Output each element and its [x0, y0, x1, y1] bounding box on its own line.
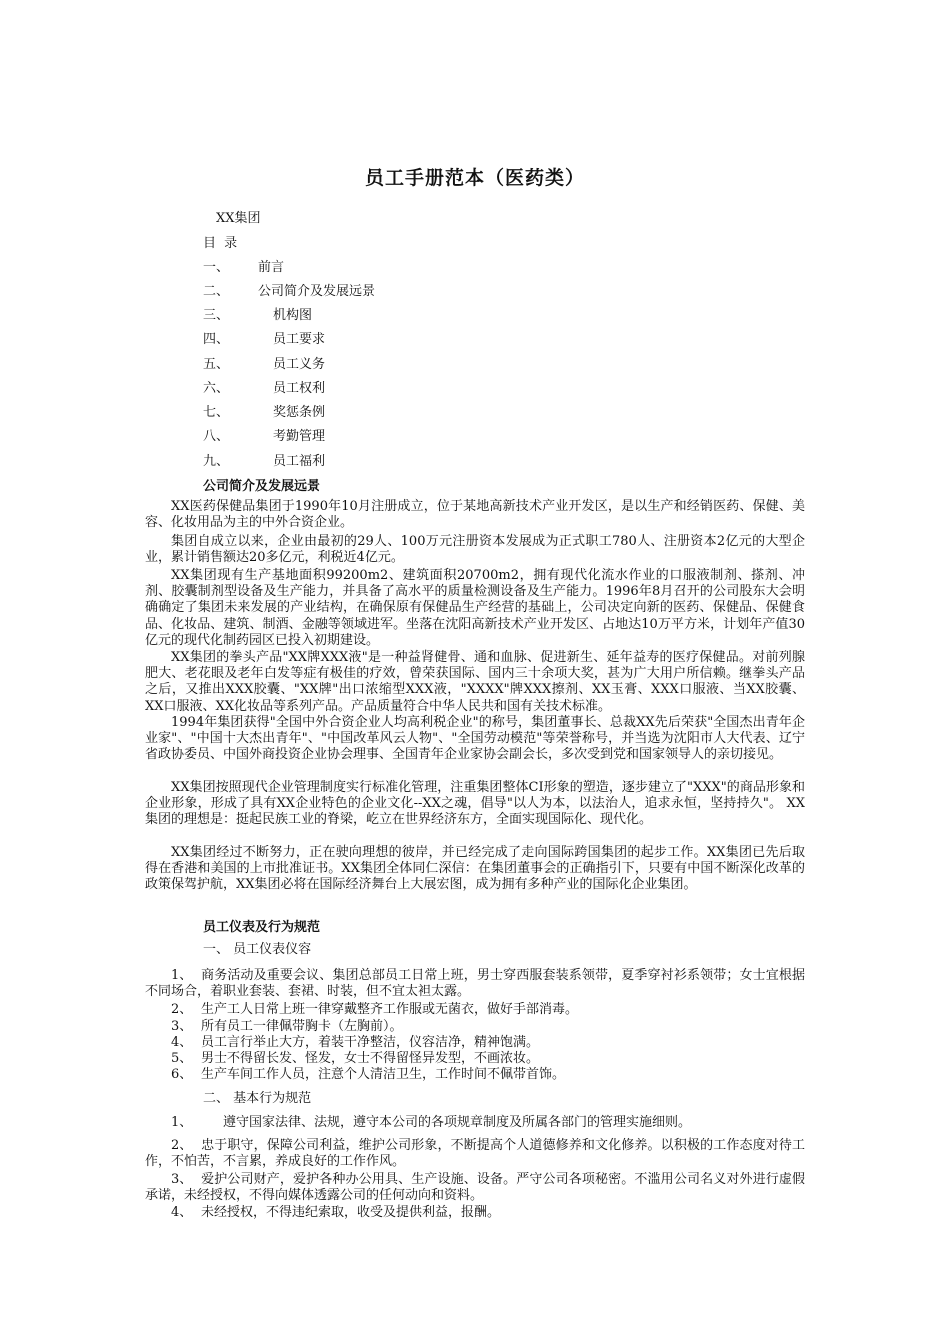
paragraph: XX医药保健品集团于1990年10月注册成立，位于某地高新技术产业开发区，是以生产和经销医药、保健、美容、化妆用品为主的中外合资企业。 — [145, 499, 805, 531]
list-item: 1、 商务活动及重要会议、集团总部员工日常上班，男士穿西服套装系领带，夏季穿衬衫系领带；女士宜根据不同场合，着职业套装、套裙、时装，但不宜太袒太露。 — [145, 968, 805, 1000]
paragraph: XX集团按照现代企业管理制度实行标准化管理，注重集团整体CI形象的塑造，逐步建立了"XXX"的商品形象和企业形象，形成了具有XX企业特色的企业文化--XX之魂，倡导"以人为本，以法治人，追求永恒，坚持持久"。 XX集团的理想是：挺起民族工业的脊梁，屹立在世界经济东方，全面实现国际化、现代化。 — [145, 780, 805, 828]
list-item: 3、 所有员工一律佩带胸卡（左胸前）。 — [171, 1019, 403, 1034]
section-heading: 公司简介及发展远景 — [203, 479, 321, 494]
subsection-heading: 一、 员工仪表仪容 — [203, 942, 312, 957]
document-title: 员工手册范本（医药类） — [364, 167, 585, 189]
paragraph: XX集团的拳头产品"XX牌XXX液"是一种益肾健骨、通和血脉、促进新生、延年益寿的医疗保健品。对前列腺肥大、老花眼及老年白发等症有极佳的疗效，曾荣获国际、国内三十余项大奖，甚为广大用户所信赖。继拳头产品之后，又推出XXX胶囊、"XX牌"出口浓缩型XXX液，"XXXX"牌XXX擦剂、XX玉膏、XXX口服液、当XX胶囊、XX口服液、XX化妆品等系列产品。产品质量符合中华人民共和国有关技术标准。 — [145, 650, 805, 714]
list-item: 2、 生产工人日常上班一律穿戴整齐工作服或无菌衣，做好手部消毒。 — [171, 1002, 579, 1017]
list-item: 1、 遵守国家法律、法规，遵守本公司的各项规章制度及所属各部门的管理实施细则。 — [171, 1115, 692, 1130]
toc-item: 七、 奖惩条例 — [203, 405, 326, 420]
subsection-heading: 二、 基本行为规范 — [203, 1091, 312, 1106]
toc-item: 二、 公司简介及发展远景 — [203, 284, 376, 299]
toc-item: 四、 员工要求 — [203, 332, 326, 347]
toc-item: 九、 员工福利 — [203, 454, 326, 469]
paragraph: 集团自成立以来，企业由最初的29人、100万元注册资本发展成为正式职工780人、注册资本2亿元的大型企业，累计销售额达20多亿元，利税近4亿元。 — [145, 534, 805, 566]
list-item: 4、 未经授权，不得违纪索取，收受及提供利益，报酬。 — [171, 1205, 501, 1220]
toc-item: 三、 机构图 — [203, 308, 313, 323]
paragraph: XX集团现有生产基地面积99200m2、建筑面积20700m2，拥有现代化流水作业的口服液制剂、搽剂、冲剂、胶囊制剂型设备及生产能力，并具备了高水平的质量检测设备及生产能力。1996年8月召开的公司股东大会明确确定了集团未来发展的产业结构，在确保原有保健品生产经营的基础上，公司决定向新的医药、保健品、保健食品、化妆品、建筑、制酒、金融等领域进军。坐落在沈阳高新技术产业开发区、占地达10万平方米，计划年产值30亿元的现代化制药园区已投入初期建设。 — [145, 568, 805, 648]
list-item: 2、 忠于职守，保障公司利益，维护公司形象，不断提高个人道德修养和文化修养。以积极的工作态度对待工作，不怕苦，不言累，养成良好的工作作风。 — [145, 1138, 805, 1170]
list-item: 3、 爱护公司财产，爱护各种办公用具、生产设施、设备。严守公司各项秘密。不滥用公司名义对外进行虚假承诺，未经授权，不得向媒体透露公司的任何动向和资料。 — [145, 1172, 805, 1204]
paragraph: 1994年集团获得"全国中外合资企业人均高利税企业"的称号，集团董事长、总裁XX先后荣获"全国杰出青年企业家"、"中国十大杰出青年"、"中国改革风云人物"、"全国劳动模范"等荣誉称号，并当选为沈阳市人大代表、辽宁省政协委员、中国外商投资企业协会理事、全国青年企业家协会副会长，多次受到党和国家领导人的亲切接见。 — [145, 715, 805, 763]
company-name: XX集团 — [216, 211, 261, 226]
list-item: 6、 生产车间工作人员，注意个人清洁卫生，工作时间不佩带首饰。 — [171, 1067, 566, 1082]
toc-item: 六、 员工权利 — [203, 381, 326, 396]
list-item: 5、 男士不得留长发、怪发，女士不得留怪异发型，不画浓妆。 — [171, 1051, 540, 1066]
section-heading: 员工仪表及行为规范 — [203, 920, 321, 935]
paragraph: XX集团经过不断努力，正在驶向理想的彼岸，并已经完成了走向国际跨国集团的起步工作。XX集团已先后取得在香港和美国的上市批准证书。XX集团全体同仁深信：在集团董事会的正确指引下，只要有中国不断深化改革的政策保驾护航，XX集团必将在国际经济舞台上大展宏图，成为拥有多种产业的国际化企业集团。 — [145, 845, 805, 893]
list-item: 4、 员工言行举止大方，着装干净整洁，仪容洁净，精神饱满。 — [171, 1035, 540, 1050]
toc-item: 五、 员工义务 — [203, 357, 326, 372]
toc-item: 一、 前言 — [203, 260, 285, 275]
toc-heading: 目 录 — [203, 236, 240, 251]
toc-item: 八、 考勤管理 — [203, 429, 326, 444]
